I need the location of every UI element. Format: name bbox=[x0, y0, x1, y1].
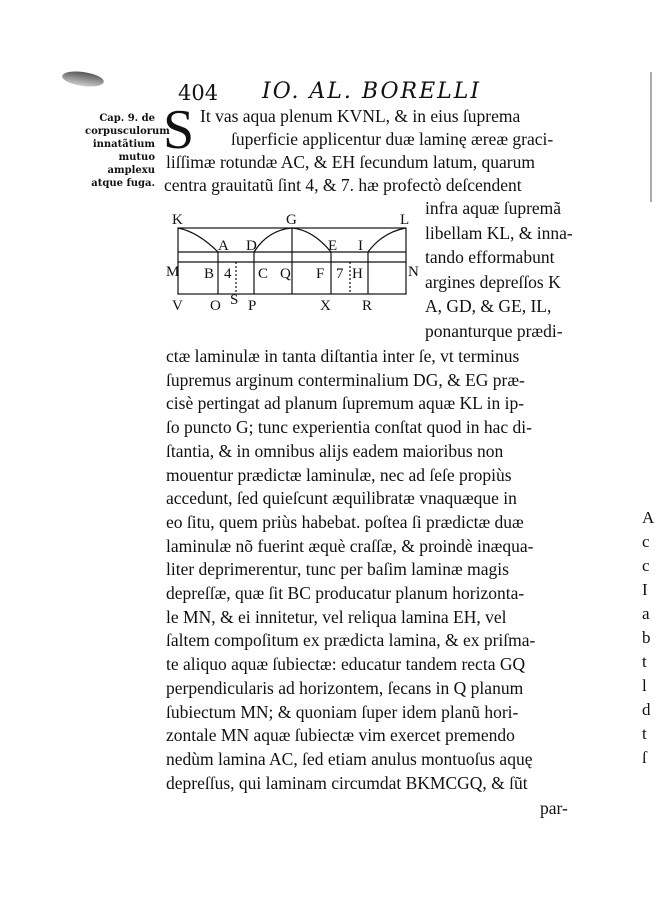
next-page-letter: c bbox=[642, 532, 650, 551]
next-page-letter: b bbox=[642, 628, 651, 647]
label-L: L bbox=[400, 212, 410, 228]
text-line: ſupremus arginum conterminalium DG, & EG præ- bbox=[166, 369, 525, 390]
marginal-note: Cap. 9. de corpusculorum innatãtium mutuo amplexu atque fuga. bbox=[85, 113, 170, 189]
label-P: P bbox=[248, 298, 257, 314]
text-line: ſuperficie applicentur duæ laminę æreæ graci- bbox=[231, 129, 554, 149]
text-line: depreſſæ, quæ ſit BC producatur planum horizonta- bbox=[166, 583, 525, 603]
text-line: A, GD, & GE, IL, bbox=[425, 296, 552, 316]
text-line: accedunt, ſed quieſcunt æquilibratæ vnaquæque in bbox=[166, 488, 517, 509]
label-V: V bbox=[172, 298, 183, 314]
label-N: N bbox=[408, 264, 419, 280]
text-line: It vas aqua plenum KVNL, & in eius ſuprema bbox=[200, 106, 521, 126]
drop-cap: S bbox=[163, 99, 195, 161]
next-page-letter: t bbox=[642, 724, 647, 743]
text-line: infra aquæ ſupremã bbox=[425, 198, 562, 218]
next-page-letter: A bbox=[642, 508, 655, 527]
label-O: O bbox=[210, 298, 221, 314]
text-line: tando efformabunt bbox=[425, 247, 555, 267]
text-line: zontale MN aquæ ſubiectæ vim exercet premendo bbox=[166, 725, 515, 746]
figure-diagram bbox=[168, 210, 423, 320]
next-page-letter: a bbox=[642, 604, 650, 623]
label-D: D bbox=[246, 238, 257, 254]
text-line: libellam KL, & inna- bbox=[425, 222, 573, 243]
label-F: F bbox=[316, 266, 325, 282]
text-line: eo ſitu, quem priùs habebat. poſtea ſi prædictæ duæ bbox=[166, 511, 524, 532]
text-line: cisè pertingat ad planum ſupremum aquæ KL in ip- bbox=[166, 393, 525, 414]
catchword: par- bbox=[540, 798, 568, 818]
page-edge bbox=[650, 72, 652, 202]
text-line: liſſimæ rotundæ AC, & EH ſecundum latum, quarum bbox=[166, 152, 535, 172]
label-C: C bbox=[258, 266, 269, 282]
label-I: I bbox=[358, 238, 363, 254]
text-line: nedùm lamina AC, ſed etiam anulus montuoſus aquę bbox=[166, 748, 533, 769]
text-line: te aliquo aquæ ſubiectæ: educatur tandem recta GQ bbox=[166, 654, 526, 675]
next-page-letter: t bbox=[642, 652, 647, 671]
label-Q: Q bbox=[280, 266, 291, 282]
text-line: depreſſus, qui laminam circumdat BKMCGQ, & ſũt bbox=[166, 772, 528, 793]
text-line: ſubiectum MN; & quoniam ſuper idem planũ hori- bbox=[166, 701, 519, 722]
text-line: le MN, & ei innitetur, vel reliqua lamina EH, vel bbox=[166, 606, 507, 627]
text-line: mouentur prædictæ laminulæ, nec ad ſeſe propiùs bbox=[166, 464, 512, 485]
ink-smudge bbox=[61, 69, 105, 89]
label-7: 7 bbox=[336, 266, 344, 282]
label-R: R bbox=[362, 298, 373, 314]
label-H: H bbox=[352, 266, 363, 282]
text-line: ctæ laminulæ in tanta diſtantia inter ſe, vt terminus bbox=[166, 346, 520, 366]
text-line: ſtantia, & in omnibus alijs eadem maioribus non bbox=[166, 440, 504, 461]
running-title: IO. AL. BORELLI bbox=[262, 79, 482, 104]
label-B: B bbox=[204, 266, 215, 282]
text-line: ſo puncto G; tunc experientia conſtat quod in hac di- bbox=[166, 417, 532, 438]
text-line: ponanturque prædi- bbox=[425, 320, 563, 341]
label-G: G bbox=[286, 212, 297, 228]
label-S: S bbox=[230, 292, 239, 308]
label-A: A bbox=[218, 238, 229, 254]
text-line: liter deprimerentur, tunc per baſim laminæ magis bbox=[166, 559, 509, 580]
next-page-letter: I bbox=[642, 580, 648, 599]
text-line: laminulæ nõ fuerint æquè craſſæ, & proindè inæqua- bbox=[166, 535, 534, 556]
page-number: 404 bbox=[178, 81, 219, 105]
next-page-letter: c bbox=[642, 556, 650, 575]
text-line: centra grauitatũ ſint 4, & 7. hæ profectò deſcendent bbox=[164, 175, 522, 195]
label-K: K bbox=[172, 212, 183, 228]
label-X: X bbox=[320, 298, 331, 314]
label-M: M bbox=[166, 264, 180, 280]
label-E: E bbox=[328, 238, 338, 254]
label-4: 4 bbox=[224, 266, 232, 282]
next-page-letter: d bbox=[642, 700, 651, 719]
text-line: argines depreſſos K bbox=[425, 271, 561, 292]
next-page-letter: ſ bbox=[642, 748, 647, 767]
text-line: ſaltem compoſitum ex prædicta lamina, & ex priſma- bbox=[166, 630, 536, 651]
text-line: perpendicularis ad horizontem, ſecans in Q planum bbox=[166, 677, 524, 698]
next-page-letter: l bbox=[642, 676, 647, 695]
